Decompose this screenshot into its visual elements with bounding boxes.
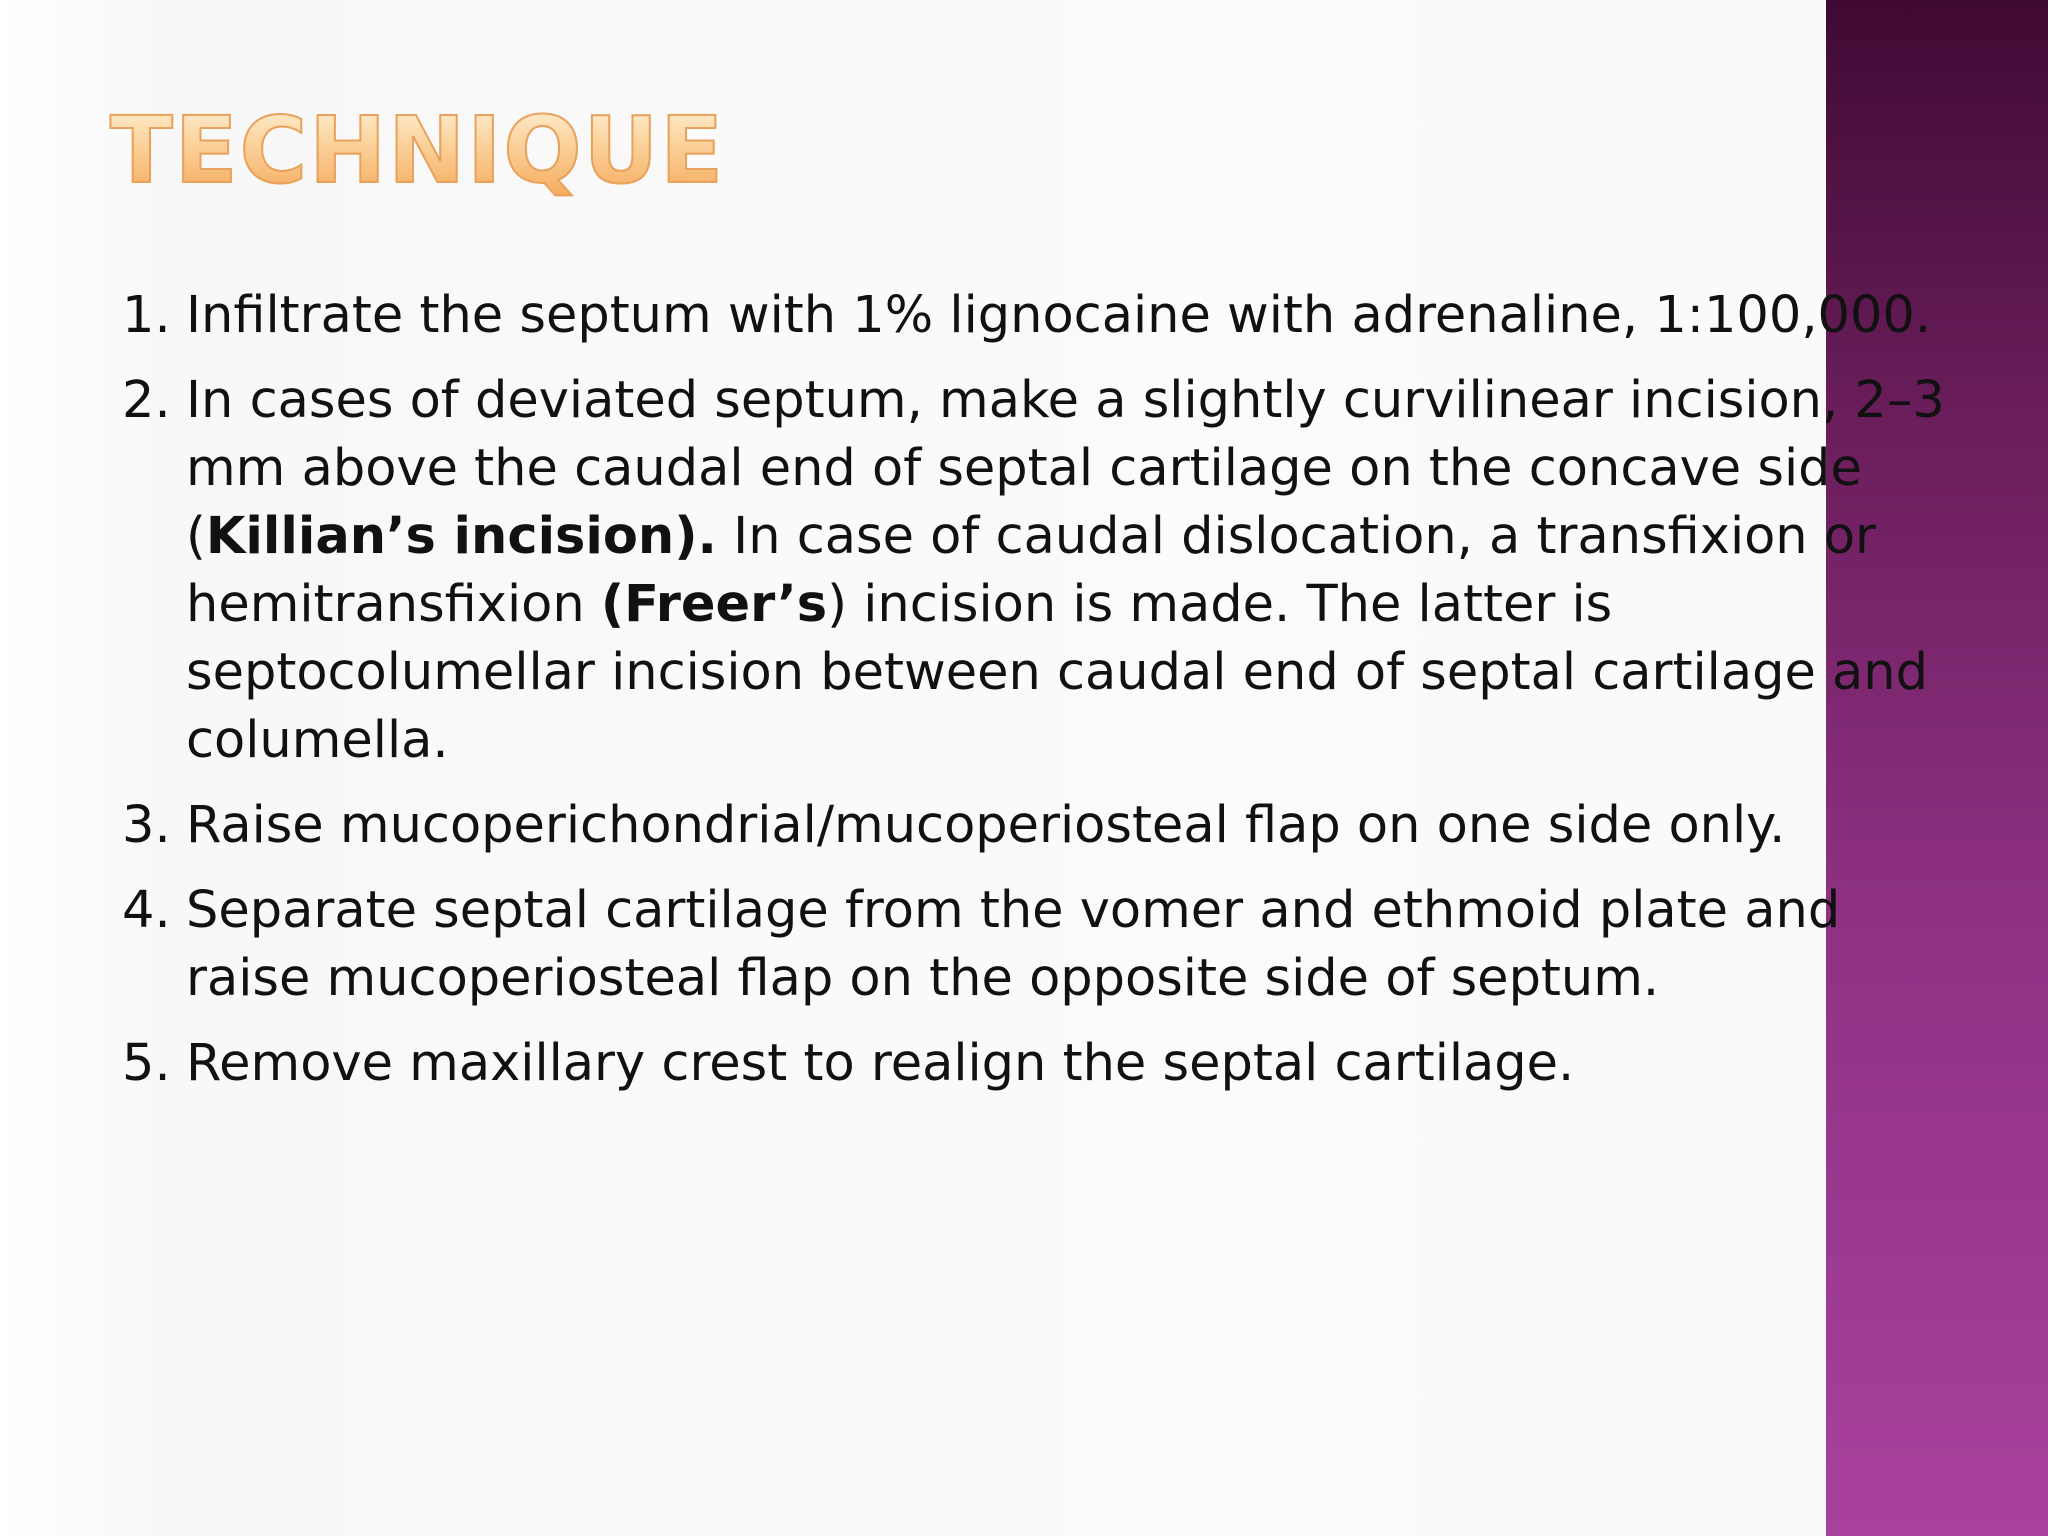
step-text-bold-freer: (Freer’s xyxy=(600,575,828,634)
step-text: In case of caudal dislocation, a transfixion or hemitransfixion xyxy=(186,507,1877,634)
step-text-bold-killian: Killian’s incision). xyxy=(205,507,717,566)
step-number: 1. xyxy=(122,286,171,345)
step-1 xyxy=(122,282,1962,350)
step-5 xyxy=(122,1030,1962,1098)
step-2 xyxy=(122,367,1962,775)
step-text: Separate septal cartilage from the vomer and ethmoid plate and raise mucoperiosteal flap on the opposite side of septum. xyxy=(186,881,1841,1008)
step-text: Infiltrate the septum with 1% lignocaine with adrenaline, 1:100,000. xyxy=(186,286,1932,345)
step-number: 5. xyxy=(122,1034,171,1093)
steps-list xyxy=(122,282,1962,1115)
slide-title: TECHNIQUE xyxy=(110,97,726,204)
step-text: Raise mucoperichondrial/mucoperiosteal flap on one side only. xyxy=(186,796,1786,855)
step-number: 3. xyxy=(122,796,171,855)
step-text: ) incision is made. The latter is septocolumellar incision between caudal end of septal cartilage and columella. xyxy=(186,575,1928,770)
step-text: Remove maxillary crest to realign the septal cartilage. xyxy=(186,1034,1575,1093)
step-4 xyxy=(122,877,1962,1013)
step-number: 2. xyxy=(122,371,171,430)
step-number: 4. xyxy=(122,881,171,940)
step-text: In cases of deviated septum, make a slightly curvilinear incision, 2–3 mm above the caudal end of septal cartilage on the concave side ( xyxy=(186,371,1945,566)
step-3 xyxy=(122,792,1962,860)
